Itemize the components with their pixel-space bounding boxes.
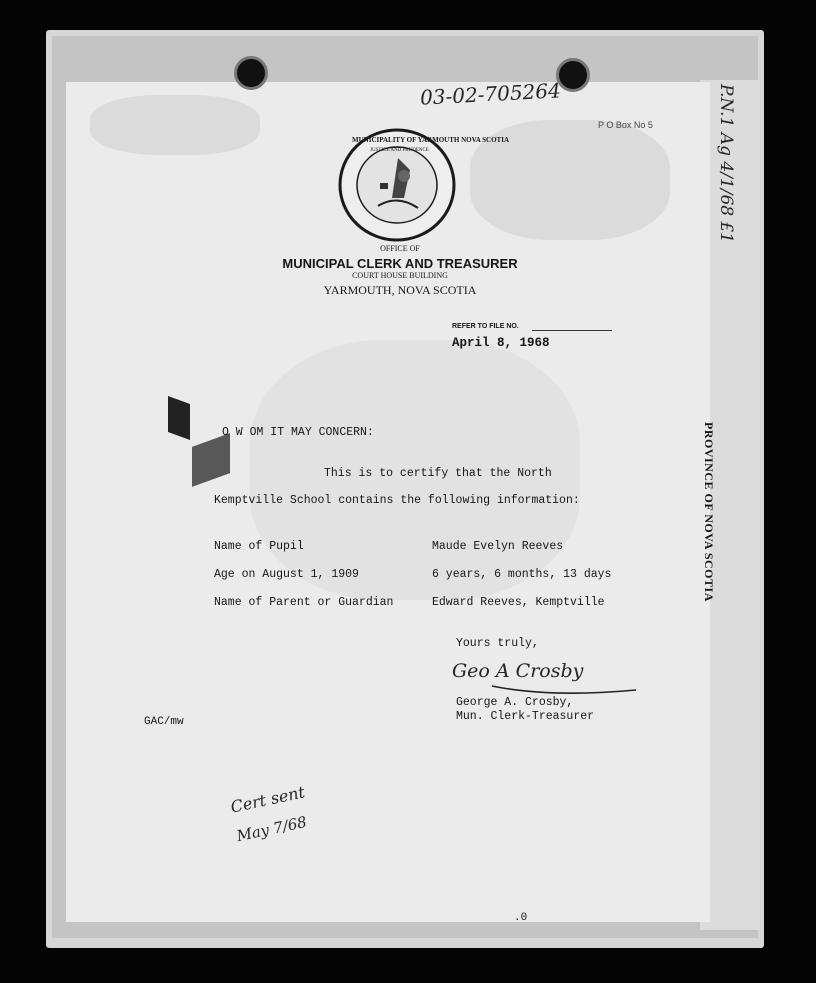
letter-date: April 8, 1968	[452, 336, 550, 350]
punch-hole	[556, 58, 590, 92]
closing: Yours truly,	[456, 637, 539, 650]
signer-name: George A. Crosby,	[456, 696, 574, 709]
body-line-1: This is to certify that the North	[324, 467, 552, 480]
signature-flourish	[490, 672, 638, 698]
field-value: 6 years, 6 months, 13 days	[432, 568, 612, 581]
field-label: Age on August 1, 1909	[214, 568, 359, 581]
field-value: Maude Evelyn Reeves	[432, 540, 564, 553]
salutation: O W OM IT MAY CONCERN:	[222, 426, 374, 439]
field-value: Edward Reeves, Kemptville	[432, 596, 605, 609]
stain	[90, 95, 260, 155]
signature: Geo A Crosby	[452, 660, 584, 682]
footer-mark: .0	[514, 912, 528, 924]
letterhead-title: MUNICIPAL CLERK AND TREASURER	[282, 256, 518, 271]
office-of: OFFICE OF	[380, 244, 420, 253]
letterhead-location: YARMOUTH, NOVA SCOTIA	[323, 283, 477, 297]
field-label: Name of Parent or Guardian	[214, 596, 394, 609]
seal-outer-text: MUNICIPALITY OF YARMOUTH NOVA SCOTIA	[352, 136, 509, 144]
field-label: Name of Pupil	[214, 540, 304, 553]
seal-inner-text: JUSTICE AND PRUDENCE	[370, 148, 429, 153]
handwritten-note-line1: Cert sent	[228, 782, 307, 817]
torn-mark	[168, 396, 190, 440]
handwritten-note-line2: May 7/68	[234, 812, 309, 846]
province-side-text: PROVINCE OF NOVA SCOTIA	[702, 422, 716, 602]
punch-hole	[234, 56, 268, 90]
file-number: 03-02-705264	[419, 78, 562, 110]
margin-note: P.N.1 Ag 4/1/68 £1	[716, 84, 736, 244]
body-line-2: Kemptville School contains the following information:	[214, 494, 580, 507]
typist-initials: GAC/mw	[144, 716, 184, 728]
letterhead-building: COURT HOUSE BUILDING	[352, 271, 448, 280]
refer-to-file-label: REFER TO FILE NO.	[452, 323, 519, 330]
po-box: P O Box No 5	[598, 120, 653, 130]
file-number-line	[532, 330, 612, 331]
signer-title: Mun. Clerk-Treasurer	[456, 710, 595, 723]
municipal-seal-icon	[338, 128, 509, 242]
